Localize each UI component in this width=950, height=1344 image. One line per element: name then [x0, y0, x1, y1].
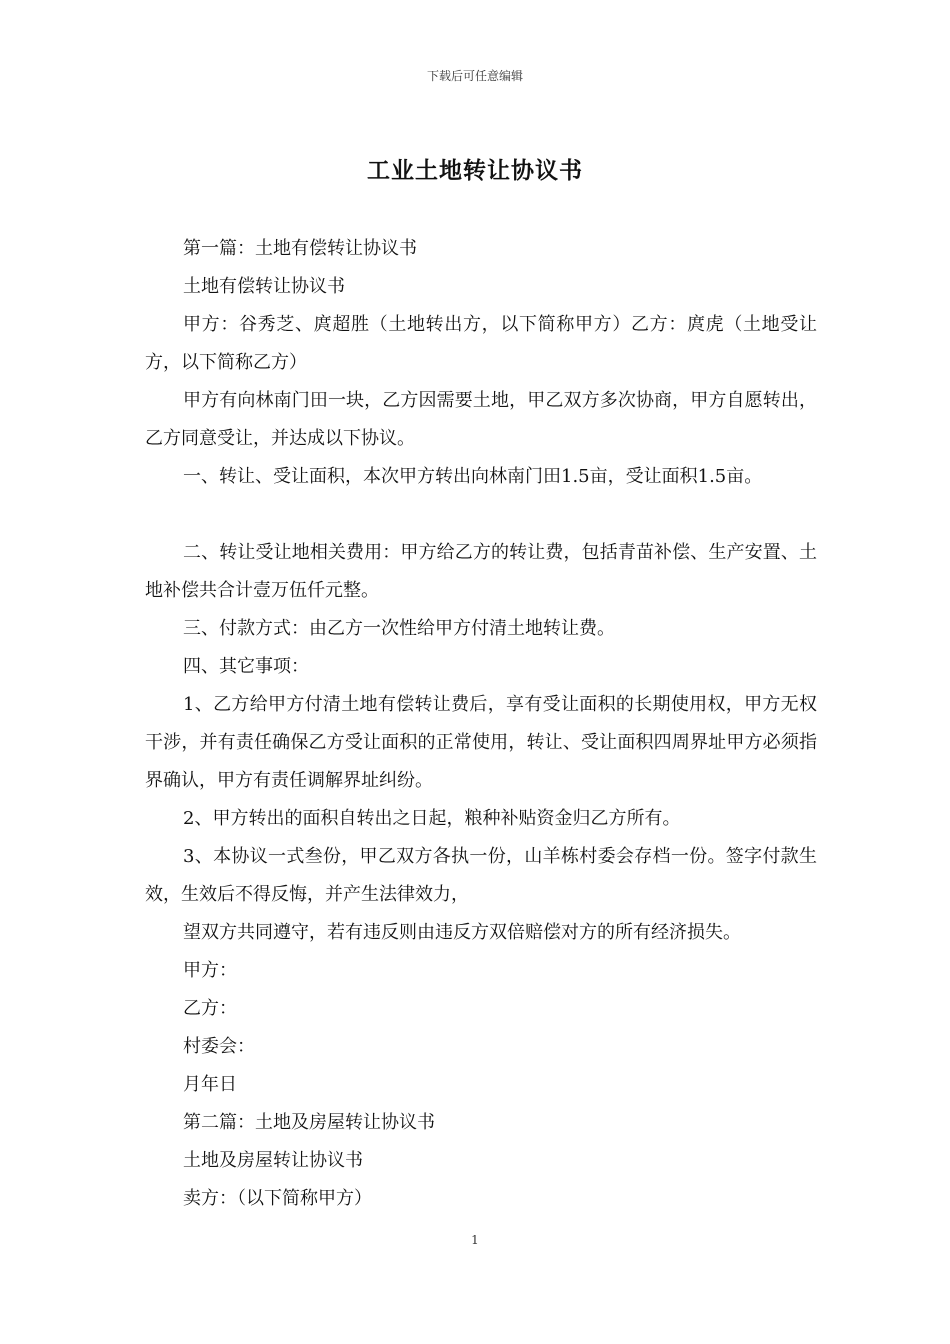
- signature-party-a: 甲方：: [183, 960, 237, 981]
- paragraph-clause-2: 二、转让受让地相关费用：甲方给乙方的转让费，包括青苗补偿、生产安置、土地补偿共合计壹万伍仟元整。: [145, 542, 817, 601]
- signature-party-b: 乙方：: [183, 998, 237, 1019]
- paragraph-part1-heading: 第一篇：土地有偿转让协议书: [183, 238, 417, 259]
- paragraph-clause-4: 四、其它事项：: [183, 656, 309, 677]
- signature-village-committee: 村委会：: [183, 1036, 255, 1057]
- paragraph-part1-subtitle: 土地有偿转让协议书: [183, 276, 345, 297]
- paragraph-clause-3: 三、付款方式：由乙方一次性给甲方付清土地转让费。: [183, 618, 615, 639]
- document-title: 工业土地转让协议书: [367, 158, 583, 184]
- page-number: 1: [471, 1233, 479, 1247]
- paragraph-background: 甲方有向林南门田一块，乙方因需要土地，甲乙双方多次协商，甲方自愿转出，乙方同意受让，并达成以下协议。: [145, 390, 817, 449]
- paragraph-item-1: 1、乙方给甲方付清土地有偿转让费后，享有受让面积的长期使用权，甲方无权干涉，并有责任确保乙方受让面积的正常使用，转让、受让面积四周界址甲方必须指界确认，甲方有责任调解界址纠纷。: [145, 694, 817, 791]
- paragraph-compliance: 望双方共同遵守，若有违反则由违反方双倍赔偿对方的所有经济损失。: [183, 922, 741, 943]
- paragraph-seller: 卖方：（以下简称甲方）: [183, 1188, 372, 1209]
- paragraph-item-2: 2、甲方转出的面积自转出之日起，粮种补贴资金归乙方所有。: [183, 808, 681, 829]
- header-note: 下载后可任意编辑: [426, 69, 523, 83]
- paragraph-part2-heading: 第二篇：土地及房屋转让协议书: [183, 1112, 435, 1133]
- paragraph-part2-subtitle: 土地及房屋转让协议书: [183, 1150, 363, 1171]
- paragraph-item-3: 3、本协议一式叁份，甲乙双方各执一份，山羊栋村委会存档一份。签字付款生效，生效后不得反悔，并产生法律效力，: [145, 846, 817, 905]
- paragraph-clause-1: 一、转让、受让面积，本次甲方转出向林南门田1.5亩，受让面积1.5亩。: [183, 466, 763, 487]
- paragraph-parties: 甲方：谷秀芝、庹超胜（土地转出方，以下简称甲方）乙方：庹虎（土地受让方，以下简称乙方）: [145, 314, 817, 373]
- signature-date: 月年日: [183, 1074, 237, 1095]
- document-body: [145, 230, 817, 1218]
